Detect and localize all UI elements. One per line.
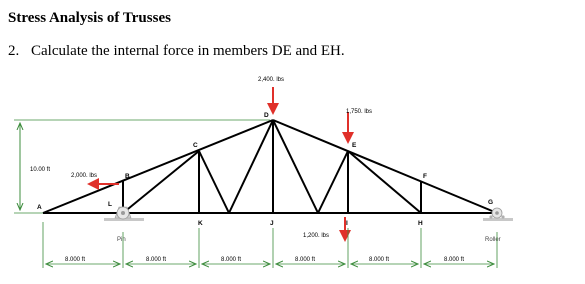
node-label-i: I	[346, 220, 348, 227]
span-label-3: 8.000 ft	[221, 257, 242, 263]
section-heading: Stress Analysis of Trusses	[8, 10, 171, 26]
node-label-a: A	[37, 204, 42, 211]
span-label-2: 8.000 ft	[146, 257, 167, 263]
node-label-c: C	[193, 142, 198, 149]
node-label-j: J	[270, 220, 274, 227]
height-dimension	[14, 120, 270, 213]
problem-number: 2.	[8, 43, 20, 59]
node-label-h: H	[418, 220, 423, 227]
height-dimension-label: 10.00 ft	[30, 167, 51, 173]
node-label-f: F	[423, 173, 427, 180]
member-kd	[229, 120, 273, 213]
problem-text: Calculate the internal force in members DE and EH.	[31, 43, 345, 59]
span-label-6: 8.000 ft	[444, 257, 465, 263]
member-ck-diag	[199, 151, 229, 213]
load-label-d: 2,400. lbs	[258, 77, 285, 83]
node-label-k: K	[198, 220, 203, 227]
node-label-d: D	[264, 112, 269, 119]
span-label-4: 8.000 ft	[295, 257, 316, 263]
load-label-j: 1,200. lbs	[303, 233, 330, 239]
member-lc	[123, 151, 199, 213]
member-je	[318, 151, 348, 213]
node-label-l: L	[108, 201, 112, 208]
member-top-chord-left	[43, 120, 273, 213]
load-label-b: 2,000. lbs	[71, 173, 98, 179]
node-label-g: G	[488, 199, 494, 206]
node-label-e: E	[352, 142, 357, 149]
load-label-e: 1,750. lbs	[346, 109, 373, 115]
span-dimension-line	[43, 222, 497, 268]
pin-label: Pin	[117, 237, 126, 243]
truss-members	[43, 120, 497, 213]
span-label-5: 8.000 ft	[369, 257, 390, 263]
member-eh	[348, 151, 421, 213]
member-dj-diag	[273, 120, 318, 213]
span-label-1: 8.000 ft	[65, 257, 86, 263]
node-label-b: B	[125, 173, 130, 180]
member-top-chord-right	[273, 120, 497, 213]
roller-label: Roller	[485, 237, 501, 243]
